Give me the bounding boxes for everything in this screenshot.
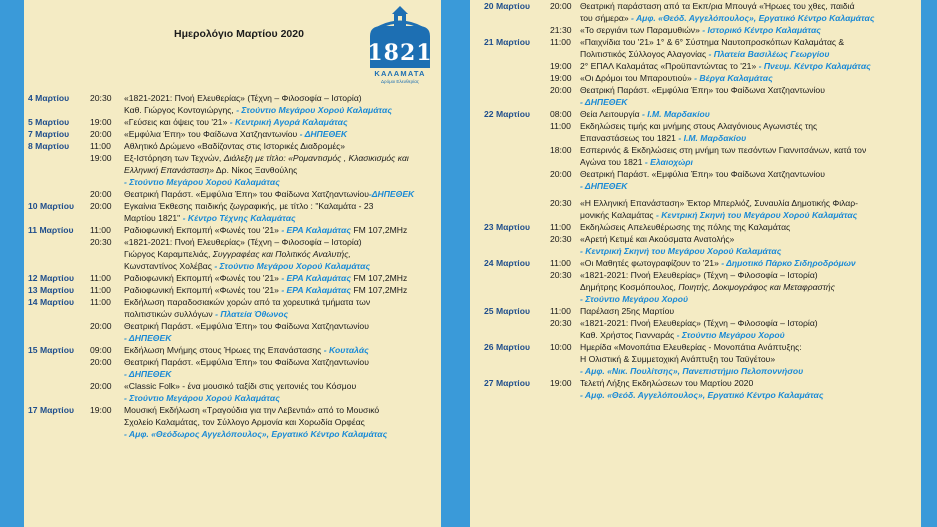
event-text-part: Εξ-Ιστόρηση των Τεχνών, xyxy=(124,153,224,163)
event-time: 19:00 xyxy=(90,117,112,127)
event-time: 11:00 xyxy=(90,141,111,151)
event-line xyxy=(470,48,921,60)
event-text xyxy=(580,197,858,209)
event-time: 20:30 xyxy=(550,318,572,328)
event-text-part: Η Ολιστική & Συμμετοχική Ανάπτυξη του Ταϋγέτου» xyxy=(580,354,776,364)
event-line xyxy=(470,317,921,329)
event-text xyxy=(580,377,753,389)
event-text xyxy=(580,221,790,233)
right-column xyxy=(470,0,921,527)
event-text xyxy=(580,60,871,72)
event-text xyxy=(580,329,785,341)
event-text xyxy=(580,389,823,401)
event-time: 19:00 xyxy=(550,73,572,83)
event-text-part: «1821-2021: Πνοή Ελευθερίας» (Τέχνη – Φιλοσοφία – Ιστορία) xyxy=(580,318,818,328)
event-text xyxy=(580,245,781,257)
event-text xyxy=(124,356,369,368)
event-text xyxy=(124,164,297,176)
event-location: - Αμφ. «Θεόδωρος Αγγελόπουλος», Εργατικό Κέντρο Καλαμάτας xyxy=(124,429,388,439)
event-location: - Ι.Μ. Μαρδακίου xyxy=(678,133,747,143)
event-text-part: «Classic Folk» - ένα μουσικό ταξίδι στις γειτονιές του Κόσμου xyxy=(124,381,357,391)
event-line xyxy=(24,416,441,428)
event-time: 08:00 xyxy=(550,109,572,119)
event-line xyxy=(24,296,441,308)
logo-subtitle: Δρόμοι Ελευθερίας xyxy=(381,79,419,84)
event-line xyxy=(470,156,921,168)
event-line xyxy=(470,144,921,156)
event-text-part: «Οι Μαθητές φωτογραφίζουν το '21» xyxy=(580,258,722,268)
event-line xyxy=(24,380,441,392)
event-line xyxy=(470,36,921,48)
event-line xyxy=(470,257,921,269)
event-day xyxy=(470,108,921,221)
event-location: - Πλατεία Βασιλέως Γεωργίου xyxy=(708,49,830,59)
event-line xyxy=(24,356,441,368)
event-line xyxy=(24,188,441,200)
event-line xyxy=(470,245,921,257)
event-text xyxy=(124,224,407,236)
event-location: - Ιστορικό Κέντρο Καλαμάτας xyxy=(702,25,821,35)
event-text-part: FM 107,2MHz xyxy=(350,225,408,235)
event-text-part: Θεατρική Παράστ. «Εμφύλια Έπη» του Φαίδωνα Χατζηαντωνίου xyxy=(124,321,369,331)
event-location: - Κεντρική Σκηνή του Μεγάρου Χορού Καλαμάτας xyxy=(580,246,782,256)
event-text xyxy=(580,48,830,60)
event-date: 17 Μαρτίου xyxy=(28,405,74,415)
event-time: 20:00 xyxy=(90,381,112,391)
event-text xyxy=(580,132,746,144)
event-time: 20:30 xyxy=(550,198,572,208)
event-day xyxy=(24,128,441,140)
event-time: 21:30 xyxy=(550,25,572,35)
event-text-part: πολιτιστικών συλλόγων xyxy=(124,309,216,319)
event-location: - Στούντιο Μεγάρου Χορού xyxy=(580,294,689,304)
event-text xyxy=(580,84,825,96)
logo-year: 1821 xyxy=(367,40,433,66)
event-text-part: Αθλητικό Δρώμενο «Βαδίζοντας στις Ιστορικές Διαδρομές» xyxy=(124,141,346,151)
event-text-part: «Το σεργιάνι των Παραμυθιών» xyxy=(580,25,703,35)
event-location: - ΔΗΠΕΘΕΚ xyxy=(124,369,172,379)
event-text-part: Σχολείο Καλαμάτας, τον Σύλλογο Αρμονία και Χορωδία Ορφέας xyxy=(124,417,365,427)
event-text-part: «Η Ελληνική Επανάσταση» Έκτορ Μπερλιόζ, Συναυλία Δημοτικής Φιλαρ- xyxy=(580,198,859,208)
event-day xyxy=(470,377,921,401)
event-time: 11:00 xyxy=(550,306,571,316)
event-text xyxy=(580,305,674,317)
event-line xyxy=(24,272,441,284)
event-text-part: Αγώνα του 1821 xyxy=(580,157,645,167)
event-line xyxy=(470,269,921,281)
event-time: 20:30 xyxy=(90,93,112,103)
event-day xyxy=(24,296,441,344)
event-location: - Στούντιο Μεγάρου Χορού Καλαμάτας xyxy=(124,177,280,187)
event-line xyxy=(470,233,921,245)
event-text-part: Εκδήλωση παραδοσιακών χορών από τα χορευτικά τμήματα των xyxy=(124,297,371,307)
event-text-part: Ελληνική Επανάσταση» xyxy=(124,165,214,175)
event-text-part: «Οι Δρόμοι του Μπαρουτιού» xyxy=(580,73,695,83)
event-time: 19:00 xyxy=(90,405,112,415)
event-date: 23 Μαρτίου xyxy=(484,222,530,232)
event-day xyxy=(24,140,441,200)
event-text xyxy=(580,257,856,269)
event-text-part: Θεατρική Παράστ. «Εμφύλια Έπη» του Φαίδωνα Χατζηαντωνίου xyxy=(580,85,825,95)
event-line xyxy=(24,92,441,104)
event-line xyxy=(24,140,441,152)
event-text-part: «Εμφύλια Έπη» του Φαίδωνα Χατζηαντωνίου xyxy=(124,129,300,139)
event-text xyxy=(580,72,773,84)
event-text-part: Πολιτιστικός Σύλλογος Αλαγονίας xyxy=(580,49,709,59)
event-text-part: Ραδιοφωνική Εκπομπή «Φωνές του '21» xyxy=(124,273,282,283)
event-text xyxy=(124,392,280,404)
event-day xyxy=(470,0,921,36)
event-text xyxy=(124,248,351,260)
event-text-part: «1821-2021: Πνοή Ελευθερίας» (Τέχνη – Φιλοσοφία – Ιστορία) xyxy=(124,237,362,247)
event-time: 11:00 xyxy=(550,37,571,47)
event-text xyxy=(124,380,356,392)
event-location: - ΔΗΠΕΘΕΚ xyxy=(299,129,348,139)
event-line xyxy=(24,128,441,140)
event-text xyxy=(580,156,693,168)
event-location: - Ελαιοχώρι xyxy=(644,157,693,167)
event-day xyxy=(470,305,921,341)
event-text-part: Κωνσταντίνος Χολέβας xyxy=(124,261,215,271)
event-text-part: Επαναστάσεως του 1821 xyxy=(580,133,679,143)
event-line xyxy=(470,209,921,221)
event-text-part: του σήμερα» xyxy=(580,13,632,23)
event-time: 11:00 xyxy=(90,297,111,307)
event-location: - Κεντρική Αγορά Καλαμάτας xyxy=(229,117,348,127)
event-day xyxy=(24,344,441,404)
event-location: - Στούντιο Μεγάρου Χορού Καλαμάτας xyxy=(214,261,371,271)
event-text-part: Τελετή Λήξης Εκδηλώσεων του Μαρτίου 2020 xyxy=(580,378,754,388)
event-text-part: «Γεύσεις και όψεις του '21» xyxy=(124,117,230,127)
event-line xyxy=(24,152,441,164)
event-location: - Αμφ. «Θεόδ. Αγγελόπουλος», Εργατικό Κέντρο Καλαμάτας xyxy=(580,390,824,400)
event-line xyxy=(470,377,921,389)
event-line xyxy=(470,24,921,36)
event-location: - Αμφ. «Νικ. Πουλίτσης», Πανεπιστήμιο Πελοποννήσου xyxy=(580,366,804,376)
event-location: -ΔΗΠΕΘΕΚ xyxy=(368,189,415,199)
event-text xyxy=(124,272,407,284)
event-line xyxy=(470,221,921,233)
event-date: 14 Μαρτίου xyxy=(28,297,74,307)
events-list-right xyxy=(470,0,921,401)
logo-city: ΚΑΛΑΜΑΤΑ xyxy=(374,69,426,78)
event-time: 20:00 xyxy=(90,321,112,331)
event-location: - ΕΡΑ Καλαμάτας xyxy=(281,225,351,235)
event-text xyxy=(124,284,407,296)
event-text-part: Θεατρική Παράστ. «Εμφύλια Έπη» του Φαίδωνα Χατζηαντωνίου xyxy=(580,169,825,179)
event-text xyxy=(580,233,734,245)
event-time: 09:00 xyxy=(90,345,112,355)
event-location: - Ι.Μ. Μαρδακίου xyxy=(642,109,710,119)
event-time: 11:00 xyxy=(90,225,111,235)
event-day xyxy=(24,284,441,296)
event-text-part: Θεία Λειτουργία xyxy=(580,109,642,119)
event-location: - ΔΗΠΕΘΕΚ xyxy=(580,181,628,191)
event-text-part: Θεατρική παράσταση από τα Εκπ/ρια Μπουγά «Ήρωες του χθες, παιδιά xyxy=(580,1,855,11)
event-location: - ΔΗΠΕΘΕΚ xyxy=(124,333,172,343)
event-line xyxy=(470,365,921,377)
event-location: - Δημοτικό Πάρκο Σιδηροδρόμων xyxy=(721,258,856,268)
event-date: 21 Μαρτίου xyxy=(484,37,530,47)
event-text xyxy=(580,168,825,180)
event-text xyxy=(580,24,821,36)
event-location: - ΕΡΑ Καλαμάτας xyxy=(281,285,351,295)
event-line xyxy=(470,329,921,341)
event-time: 11:00 xyxy=(550,121,571,131)
event-line xyxy=(470,132,921,144)
event-text xyxy=(124,320,369,332)
event-line xyxy=(470,72,921,84)
event-time: 20:00 xyxy=(550,169,572,179)
event-date: 20 Μαρτίου xyxy=(484,1,530,11)
event-line xyxy=(24,164,441,176)
event-time: 19:00 xyxy=(90,153,112,163)
event-line xyxy=(24,212,441,224)
event-time: 11:00 xyxy=(550,222,571,232)
event-text xyxy=(580,36,844,48)
event-time: 20:00 xyxy=(90,357,112,367)
event-time: 20:00 xyxy=(550,1,572,11)
event-line xyxy=(470,120,921,132)
event-day xyxy=(24,116,441,128)
event-line xyxy=(24,248,441,260)
event-text xyxy=(124,104,392,116)
left-column xyxy=(24,0,441,527)
event-time: 11:00 xyxy=(90,285,111,295)
event-text-part: «1821-2021: Πνοή Ελευθερίας» (Τέχνη – Φιλοσοφία – Ιστορία) xyxy=(580,270,818,280)
event-text xyxy=(124,416,365,428)
event-line xyxy=(24,392,441,404)
event-line xyxy=(24,428,441,440)
event-text xyxy=(124,344,369,356)
event-line xyxy=(470,389,921,401)
event-text-part: 2° ΕΠΑΛ Καλαμάτας «Προϋπαντώντας το '21» xyxy=(580,61,759,71)
event-text xyxy=(580,12,874,24)
event-line xyxy=(24,224,441,236)
event-text-part: Δρ. Νίκος Ξανθούλης xyxy=(214,165,298,175)
event-text xyxy=(124,296,370,308)
event-text-part: Εκδήλωση Μνήμης στους Ήρωες της Επανάστασης xyxy=(124,345,324,355)
event-time: 19:00 xyxy=(550,378,572,388)
event-line xyxy=(470,168,921,180)
event-text xyxy=(124,236,362,248)
event-text-part: Ημερίδα «Μονοπάτια Ελευθερίας - Μονοπάτια Ανάπτυξης: xyxy=(580,342,802,352)
event-line xyxy=(24,344,441,356)
event-date: 4 Μαρτίου xyxy=(28,93,70,103)
event-text xyxy=(124,152,409,164)
event-day xyxy=(24,404,441,440)
event-text xyxy=(580,120,817,132)
event-text xyxy=(124,212,296,224)
event-time: 11:00 xyxy=(550,258,571,268)
event-line xyxy=(470,197,921,209)
event-day xyxy=(24,92,441,116)
event-text-part: Εκδηλώσεις Απελευθέρωσης της πόλης της Καλαμάτας xyxy=(580,222,791,232)
event-line xyxy=(24,260,441,272)
event-text-part: Διάλεξη με τίτλο: «Ρομαντισμός , Κλασικισμός και xyxy=(223,153,409,163)
event-date: 5 Μαρτίου xyxy=(28,117,70,127)
event-text xyxy=(580,281,835,293)
event-time: 20:30 xyxy=(550,270,572,280)
event-text xyxy=(124,404,379,416)
event-time: 18:00 xyxy=(550,145,572,155)
event-text xyxy=(580,108,710,120)
event-line xyxy=(470,180,921,192)
event-line xyxy=(24,404,441,416)
event-line xyxy=(24,176,441,188)
event-location: - Κεντρική Σκηνή του Μεγάρου Χορού Καλαμάτας xyxy=(655,210,858,220)
event-location: - ΕΡΑ Καλαμάτας xyxy=(281,273,351,283)
event-text xyxy=(124,260,370,272)
event-day xyxy=(24,200,441,224)
header xyxy=(24,0,441,92)
event-text xyxy=(580,0,855,12)
event-date: 25 Μαρτίου xyxy=(484,306,530,316)
event-text xyxy=(580,341,802,353)
event-line xyxy=(24,200,441,212)
event-time: 20:30 xyxy=(550,234,572,244)
event-location: - Κουταλάς xyxy=(323,345,369,355)
event-line xyxy=(470,84,921,96)
event-date: 7 Μαρτίου xyxy=(28,129,70,139)
event-day xyxy=(470,257,921,305)
event-text xyxy=(580,353,775,365)
event-day xyxy=(470,341,921,377)
event-text xyxy=(124,92,362,104)
event-time: 11:00 xyxy=(90,273,111,283)
event-date: 8 Μαρτίου xyxy=(28,141,70,151)
event-location: - Πλατεία Όθωνος xyxy=(215,309,289,319)
event-line xyxy=(470,60,921,72)
event-location: - ΔΗΠΕΘΕΚ xyxy=(580,97,628,107)
event-text-part: Ραδιοφωνική Εκπομπή «Φωνές του '21» xyxy=(124,285,282,295)
event-text xyxy=(580,96,627,108)
event-text-part: Μουσική Εκδήλωση «Τραγούδια για την Λεβεντιά» από το Μουσικό xyxy=(124,405,380,415)
event-text-part: Γιώργος Καραμπελιάς, xyxy=(124,249,213,259)
event-line xyxy=(470,96,921,108)
event-line xyxy=(470,108,921,120)
event-text xyxy=(580,269,818,281)
event-text xyxy=(124,368,171,380)
event-text xyxy=(124,140,345,152)
event-line xyxy=(470,0,921,12)
event-day xyxy=(24,272,441,284)
event-day xyxy=(470,221,921,257)
page-title: Ημερολόγιο Μαρτίου 2020 xyxy=(174,28,304,40)
event-text xyxy=(124,188,414,200)
event-text xyxy=(580,180,627,192)
event-text xyxy=(124,308,288,320)
event-text xyxy=(580,144,866,156)
event-text-part: Καθ. Χρήστος Γιανναράς xyxy=(580,330,677,340)
event-location: - Αμφ. «Θεόδ. Αγγελόπουλος», Εργατικό Κέντρο Καλαμάτας xyxy=(631,13,875,23)
event-location: - Πνευμ. Κέντρο Καλαμάτας xyxy=(758,61,871,71)
event-text-part: Εγκαίνια Έκθεσης παιδικής ζωγραφικής, με τίτλο : "Καλαμάτα - 23 xyxy=(124,201,374,211)
event-text xyxy=(124,116,348,128)
event-text-part: Παρέλαση 25ης Μαρτίου xyxy=(580,306,675,316)
event-time: 20:00 xyxy=(90,201,112,211)
event-line xyxy=(24,368,441,380)
logo-1821 xyxy=(364,6,441,90)
event-line xyxy=(470,281,921,293)
event-text xyxy=(580,209,857,221)
event-date: 13 Μαρτίου xyxy=(28,285,74,295)
event-text xyxy=(124,176,280,188)
event-line xyxy=(24,320,441,332)
event-line xyxy=(470,305,921,317)
event-text-part: Θεατρική Παράστ. «Εμφύλια Έπη» του Φαίδωνα Χατζηαντωνίου xyxy=(124,189,369,199)
event-location: - Στούντιο Μεγάρου Χορού xyxy=(676,330,785,340)
event-text-part: Δημήτρης Κοσμόπουλος, xyxy=(580,282,679,292)
event-text-part: Ραδιοφωνική Εκπομπή «Φωνές του '21» xyxy=(124,225,282,235)
event-date: 26 Μαρτίου xyxy=(484,342,530,352)
events-list-left xyxy=(24,92,441,440)
event-text-part: FM 107,2MHz xyxy=(350,285,408,295)
event-text-part: Εσπερινός & Εκδηλώσεις στη μνήμη των πεσόντων Γιαννιτσάνων, κατά τον xyxy=(580,145,867,155)
event-text xyxy=(124,200,373,212)
event-day xyxy=(470,36,921,108)
event-line xyxy=(470,293,921,305)
event-time: 20:00 xyxy=(90,189,112,199)
event-text-part: Συγγραφέας και Πολιτικός Αναλυτής, xyxy=(212,249,351,259)
event-text xyxy=(580,293,688,305)
event-line xyxy=(24,308,441,320)
event-text-part: «Αρετή Κετιμέ και Ακούσματα Ανατολής» xyxy=(580,234,735,244)
event-line xyxy=(470,341,921,353)
event-date: 15 Μαρτίου xyxy=(28,345,74,355)
event-location: - Κέντρο Τέχνης Καλαμάτας xyxy=(182,213,296,223)
event-text xyxy=(124,428,387,440)
event-time: 10:00 xyxy=(550,342,572,352)
event-date: 10 Μαρτίου xyxy=(28,201,74,211)
event-line xyxy=(24,284,441,296)
event-text-part: Μαρτίου 1821" xyxy=(124,213,183,223)
event-text-part: Εκδηλώσεις τιμής και μνήμης στους Αλαγόνιους Αγωνιστές της xyxy=(580,121,818,131)
event-line xyxy=(24,104,441,116)
event-time: 20:30 xyxy=(90,237,112,247)
event-date: 12 Μαρτίου xyxy=(28,273,74,283)
event-date: 11 Μαρτίου xyxy=(28,225,74,235)
event-time: 20:00 xyxy=(90,129,112,139)
event-text-part: «1821-2021: Πνοή Ελευθερίας» (Τέχνη – Φιλοσοφία – Ιστορία) xyxy=(124,93,362,103)
event-line xyxy=(470,353,921,365)
event-location: - Στούντιο Μεγάρου Χορού Καλαμάτας xyxy=(236,105,392,115)
event-text-part: Θεατρική Παράστ. «Εμφύλια Έπη» του Φαίδωνα Χατζηαντωνίου xyxy=(124,357,369,367)
event-date: 27 Μαρτίου xyxy=(484,378,530,388)
event-location: - Βέργα Καλαμάτας xyxy=(694,73,773,83)
event-text xyxy=(124,128,347,140)
event-location: - Στούντιο Μεγάρου Χορού Καλαμάτας xyxy=(124,393,280,403)
event-text xyxy=(124,332,171,344)
event-day xyxy=(24,224,441,272)
event-text-part: Καθ. Γιώργος Κοντογιώργης, xyxy=(124,105,237,115)
event-time: 20:00 xyxy=(550,85,572,95)
event-line xyxy=(24,116,441,128)
event-text-part: «Παιχνίδια του '21» 1° & 6° Σύστημα Ναυτοπροσκόπων Καλαμάτας & xyxy=(580,37,845,47)
event-line xyxy=(470,12,921,24)
event-date: 24 Μαρτίου xyxy=(484,258,530,268)
event-text-part: Ποιητής, Δοκιμογράφος και Μεταφραστής xyxy=(678,282,835,292)
event-text xyxy=(580,365,803,377)
event-text xyxy=(580,317,818,329)
event-text-part: FM 107,2MHz xyxy=(350,273,408,283)
event-time: 19:00 xyxy=(550,61,572,71)
event-line xyxy=(24,332,441,344)
event-date: 22 Μαρτίου xyxy=(484,109,530,119)
event-text-part: μονικής Καλαμάτας xyxy=(580,210,656,220)
event-line xyxy=(24,236,441,248)
